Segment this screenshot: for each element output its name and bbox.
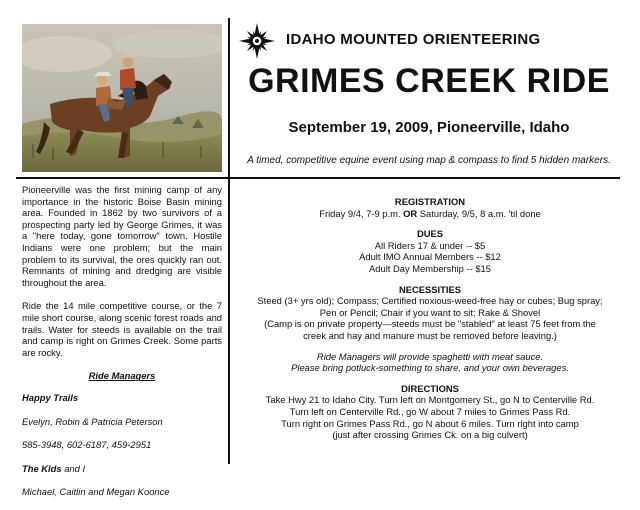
registration-times [234,208,626,220]
directions-line: Take Hwy 21 to Idaho City. Turn left on Montgomery St., go N to Centerville Rd. [265,394,595,406]
ride-managers-group-2-rest: and I [61,462,86,474]
horizontal-divider [16,177,620,179]
dues-item: All Riders 17 & under -- $5 [374,239,486,251]
registration-or: OR [403,207,418,219]
registration-part-2: Saturday, 9/5, 8 a.m. 'til done [417,207,541,219]
event-tagline: A timed, competitive equine event using map & compass to find 5 hidden markers. [247,155,611,166]
food-line: Please bring potluck-something to share, and your own beverages. [291,362,569,374]
food-line: Ride Managers will provide spaghetti with meat sauce. [316,350,544,362]
dues-item: Adult IMO Annual Members -- $12 [359,251,501,263]
ride-managers-phones: 585-3948, 602-6187, 459-2951 [22,439,152,451]
vertical-divider [228,18,230,464]
necessities-line: Steed (3+ yrs old); Compass; Certified noxious-weed-free hay or cubes; Bug spray; [257,295,603,307]
directions-line: (just after crossing Grimes Ck. on a big culvert) [332,429,528,441]
registration-heading: REGISTRATION [394,196,466,207]
registration-part-1: Friday 9/4, 7-9 p.m. [319,207,404,219]
necessities-line: creek and hay and manure must be removed before leaving.) [303,329,557,341]
compass-rose-icon [238,22,276,60]
necessities-line: (Camp is on private property—steeds must be "stabled" at least 75 feet from the [264,318,596,330]
directions-line: Turn right on Grimes Pass Rd., go N about 6 miles. Turn right into camp [281,417,579,429]
directions-line: Turn left on Centerville Rd., go W about 7 miles to Grimes Pass Rd. [289,405,571,417]
course-paragraph: Ride the 14 mile competitive course, or the 7 mile short course, along scenic forest roads and trails. Water for steeds is available on the trail and camp is right on Grimes Creek. Some parts are rocky. [22,300,222,358]
riders-painting-image [22,24,222,172]
dues-heading: DUES [416,228,444,240]
necessities-line: Pen or Pencil; Chair if you want to sit; Rake & Shovel [319,306,541,318]
event-title: GRIMES CREEK RIDE [248,62,610,100]
ride-managers-group-2 [22,463,222,475]
right-column [234,196,626,441]
ride-managers-names-1: Evelyn, Robin & Patricia Peterson [22,415,163,427]
event-date-location: September 19, 2009, Pioneerville, Idaho [288,119,570,136]
necessities-heading: NECESSITIES [399,283,461,295]
ride-managers-group-1: Happy Trails [22,391,79,403]
left-column [22,184,222,510]
ride-managers-names-2: Michael, Caitlin and Megan Koonce [22,486,170,498]
ride-managers-group-2-bold: The Kids [22,462,62,474]
history-paragraph: Pioneerville was the first mining camp of any importance in the historic Boise Basin mining area. Founded in 1862 by two survivors of a prospecting party led by George Grimes, it was a "here today, gone tomorrow" town. Hostile Indians were one problem; but the main problem to its survival, the ores quickly ran out. Remnants of mining and dredging are visible throughout the area. [22,184,222,288]
ride-managers-heading: Ride Managers [88,370,156,382]
directions-heading: DIRECTIONS [401,382,459,394]
organization-name: IDAHO MOUNTED ORIENTEERING [286,31,541,48]
dues-item: Adult Day Membership -- $15 [369,262,491,274]
